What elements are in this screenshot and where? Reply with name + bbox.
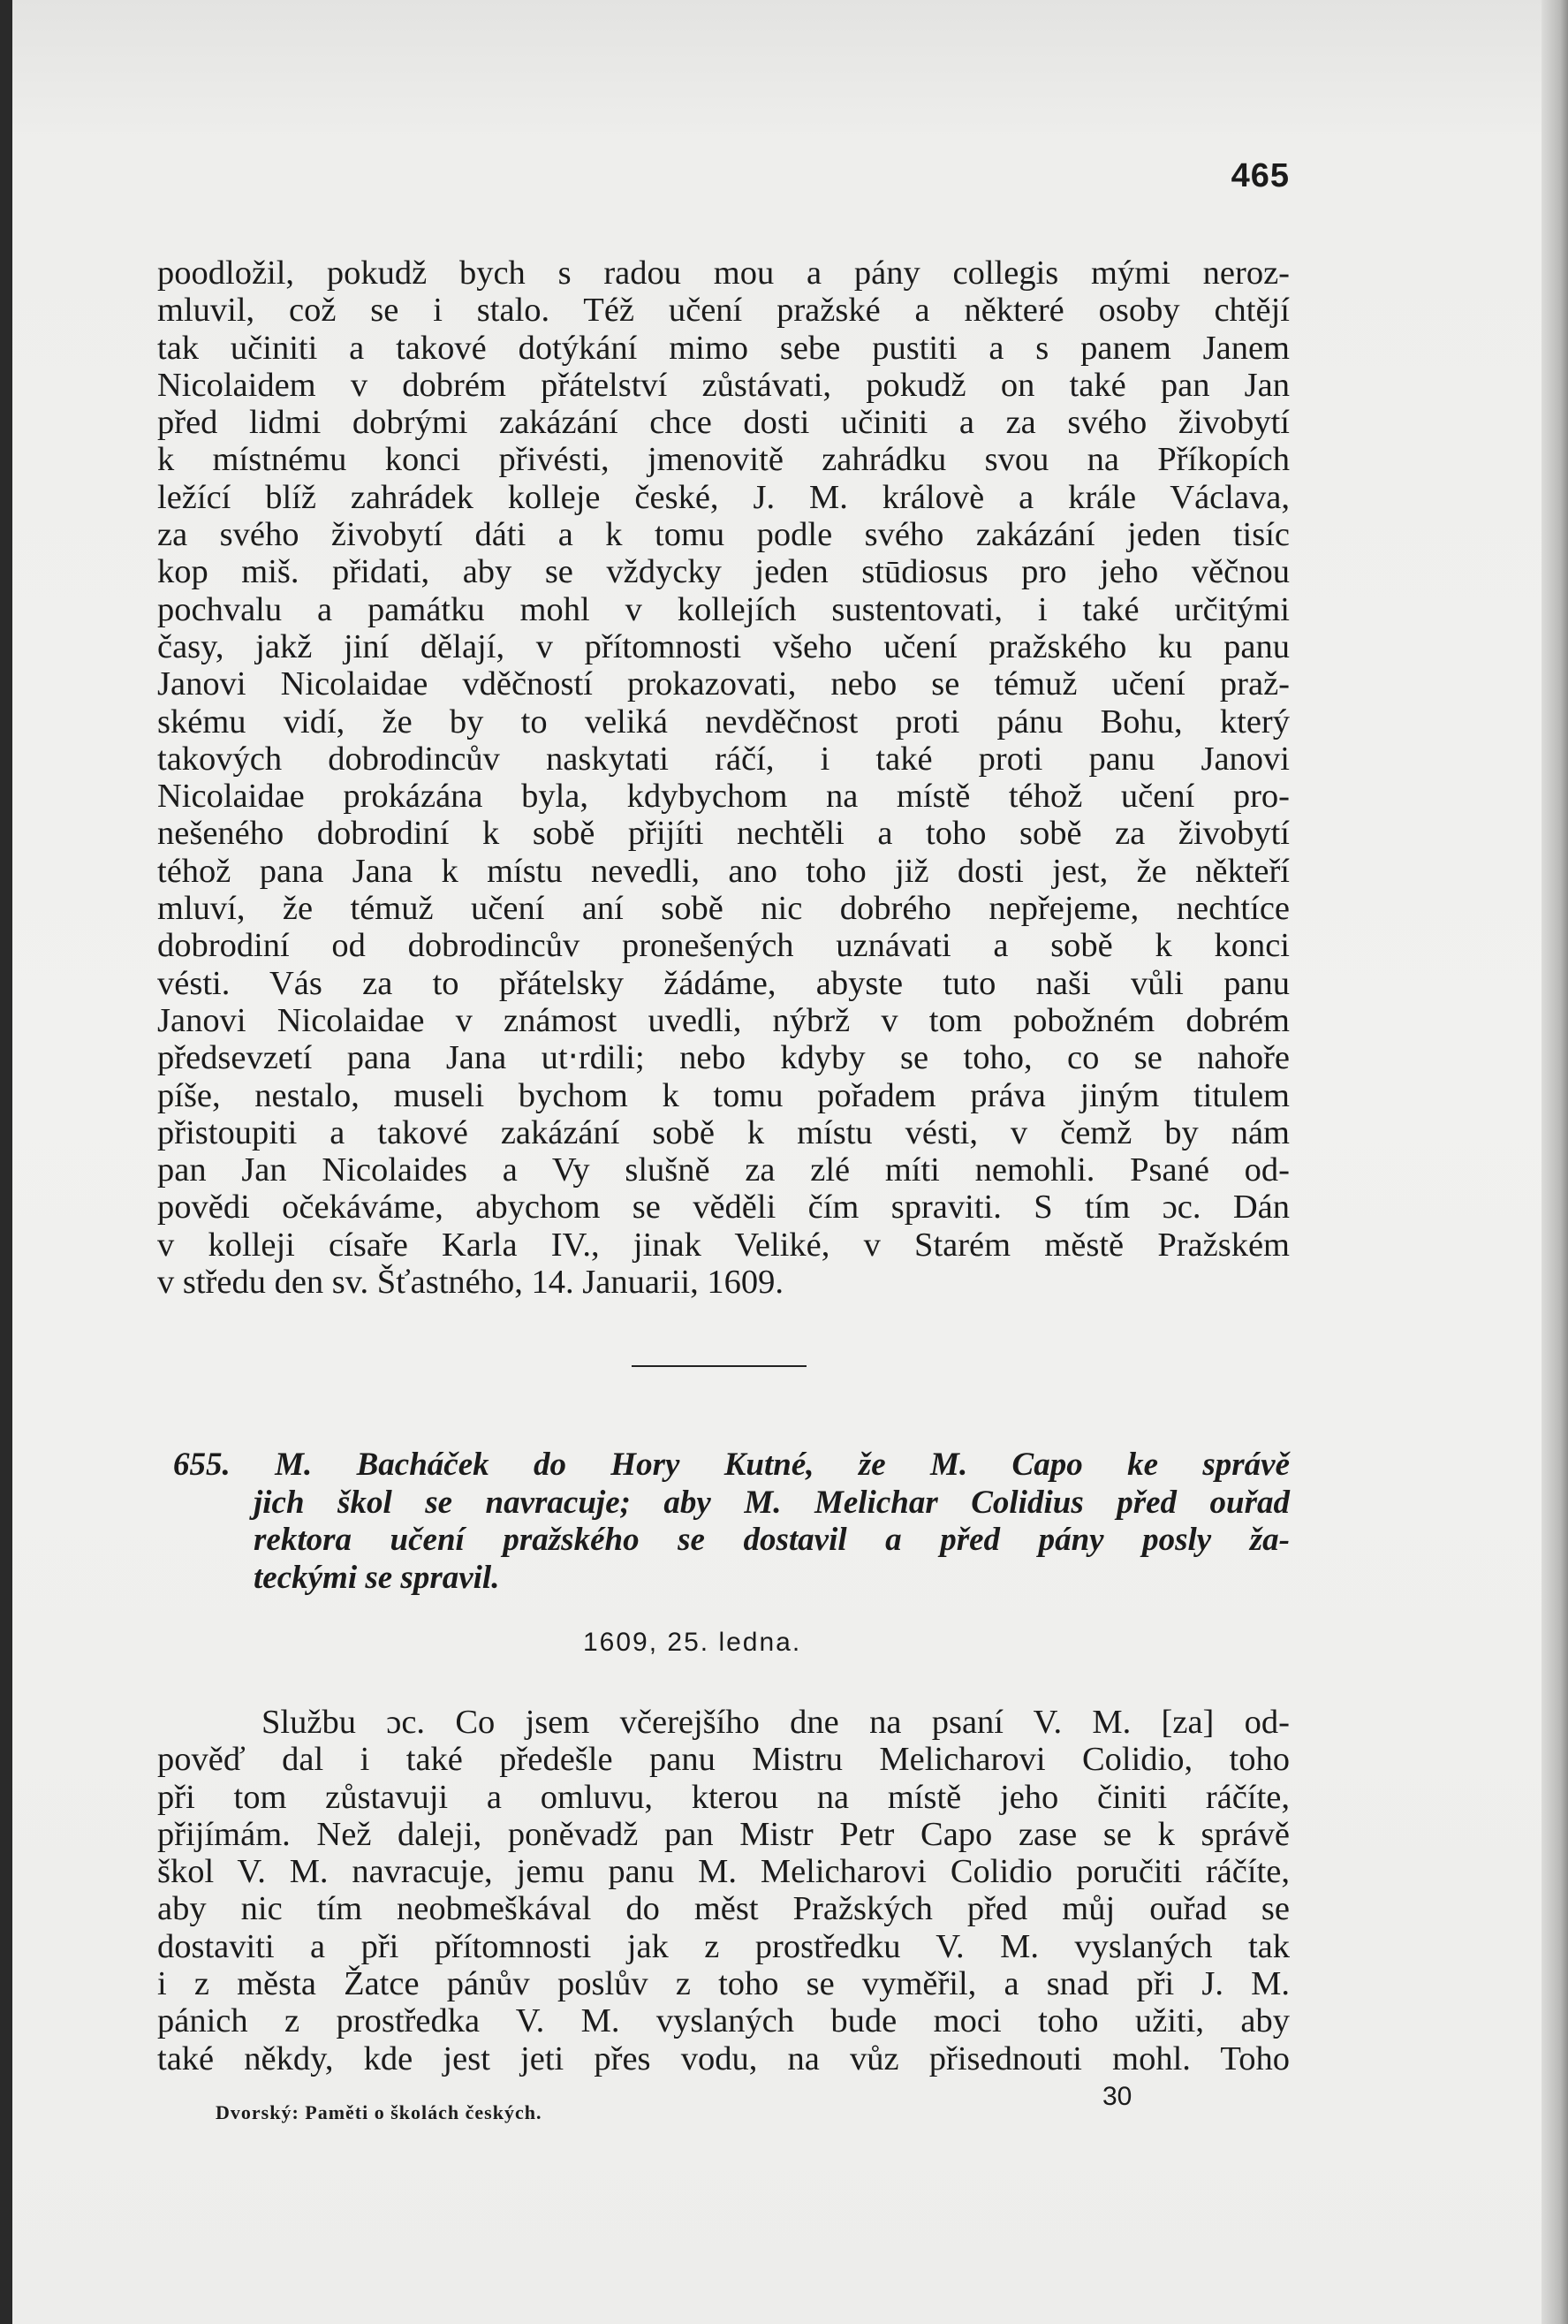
text-line: poodložil, pokudž bych s radou mou a pány collegis mými neroz- [157,254,1290,292]
section-divider [632,1365,807,1367]
text-line: přijímám. Než daleji, poněvadž pan Mistr Petr Capo zase se k správě [157,1815,1290,1853]
footer-source: Dvorský: Paměti o školách českých. [216,2101,542,2123]
text-line: před lidmi dobrými zakázání chce dosti učiniti a za svého živobytí [157,404,1290,442]
text-line: pánich z prostředka V. M. vyslaných bude moci toho užiti, aby [157,2002,1290,2040]
heading-line: 655. M. Bacháček do Hory Kutné, že M. Capo ke správě [173,1447,1290,1483]
text-line: píše, nestalo, museli bychom k tomu pořadem práva jiným titulem [157,1076,1290,1114]
heading-line: rektora učení pražského se dostavil a před pány posly ža- [254,1522,1290,1558]
text-line: skému vidí, že by to veliká nevděčnost proti pánu Bohu, který [157,703,1290,740]
text-line: Nicolaidem v dobrém přátelství zůstávati, pokudž on také pan Jan [157,366,1290,404]
text-line: tak učiniti a takové dotýkání mimo sebe pustiti a s panem Janem [157,329,1290,367]
text-line: škol V. M. navracuje, jemu panu M. Melicharovi Colidio poručiti ráčíte, [157,1853,1290,1891]
text-line: Janovi Nicolaidae v známost uvedli, nýbrž v tom pobožném dobrém [157,1001,1290,1039]
text-line: kop miš. přidati, aby se vždycky jeden stūdiosus pro jeho věčnou [157,553,1290,591]
text-line: také někdy, kde jest jeti přes vodu, na vůz přisednouti mohl. Toho [157,2039,1290,2077]
text-line: pochvalu a památku mohl v kollejích sustentovati, i také určitými [157,590,1290,628]
scan-left-border [0,0,12,2324]
text-line: mluvil, což se i stalo. Též učení pražské a některé osoby chtějí [157,292,1290,330]
letter-text-continued [157,254,1290,1301]
text-line: Nicolaidae prokázána byla, kdybychom na místě téhož učení pro- [157,778,1290,816]
text-line: takových dobrodincův naskytati ráčí, i také proti panu Janovi [157,740,1290,778]
letter-text [157,1704,1290,2077]
text-line: pan Jan Nicolaides a Vy slušně za zlé míti nemohli. Psané od- [157,1151,1290,1189]
page-number: 465 [1231,157,1290,194]
text-line: časy, jakž jiní dělají, v přítomnosti všeho učení pražského ku panu [157,627,1290,665]
text-line: mluví, že témuž učení aní sobě nic dobrého nepřejeme, nechtíce [157,890,1290,928]
scan-right-border [1541,0,1568,2324]
text-line: v středu den sv. Šťastného, 14. Januarii, 1609. [157,1264,784,1302]
heading-line: teckými se spravil. [254,1559,500,1596]
text-line: pověď dal i také předešle panu Mistru Melicharovi Colidio, toho [157,1741,1290,1779]
text-line: Janovi Nicolaidae vděčností prokazovati, nebo se témuž učení praž- [157,665,1290,703]
text-line: vésti. Vás za to přátelsky žádáme, abyste tuto naši vůli panu [157,964,1290,1002]
text-line: ležící blíž zahrádek kolleje české, J. M. královè a krále Václava, [157,478,1290,516]
text-line: dobrodiní od dobrodincův pronešených uznávati a sobě k konci [157,927,1290,965]
text-line: k místnému konci přivésti, jmenovitě zahrádku svou na Příkopích [157,441,1290,479]
text-line: aby nic tím neobmeškával do měst Pražských před můj ouřad se [157,1890,1290,1928]
text-line: za svého živobytí dáti a k tomu podle svého zakázání jeden tisíc [157,516,1290,554]
text-line: přistoupiti a takové zakázání sobě k místu vésti, v čemž by nám [157,1113,1290,1151]
text-line: předsevzetí pana Jana ut‧rdili; nebo kdyby se toho, co se nahoře [157,1039,1290,1077]
signature-mark: 30 [1102,2082,1132,2111]
text-line: při tom zůstavuji a omluvu, kterou na místě jeho činiti ráčíte, [157,1778,1290,1816]
text-line: dostaviti a při přítomnosti jak z prostředku V. M. vyslaných tak [157,1927,1290,1965]
document-date: 1609, 25. ledna. [583,1628,802,1657]
heading-line: jich škol se navracuje; aby M. Melichar Colidius před ouřad [254,1484,1290,1521]
text-line: povědi očekáváme, abychom se věděli čím spraviti. S tím ɔc. Dán [157,1189,1290,1227]
text-line: Službu ɔc. Co jsem včerejšího dne na psaní V. M. [za] od- [261,1704,1290,1741]
text-line: téhož pana Jana k místu nevedli, ano toho již dosti jest, že někteří [157,852,1290,890]
text-line: v kolleji císaře Karla IV., jinak Veliké, v Starém městě Pražském [157,1226,1290,1264]
text-line: nešeného dobrodiní k sobě přijíti nechtěli a toho sobě za živobytí [157,815,1290,853]
text-line: i z města Žatce pánův poslův z toho se vyměřil, a snad při J. M. [157,1965,1290,2003]
document-heading [173,1447,1290,1597]
